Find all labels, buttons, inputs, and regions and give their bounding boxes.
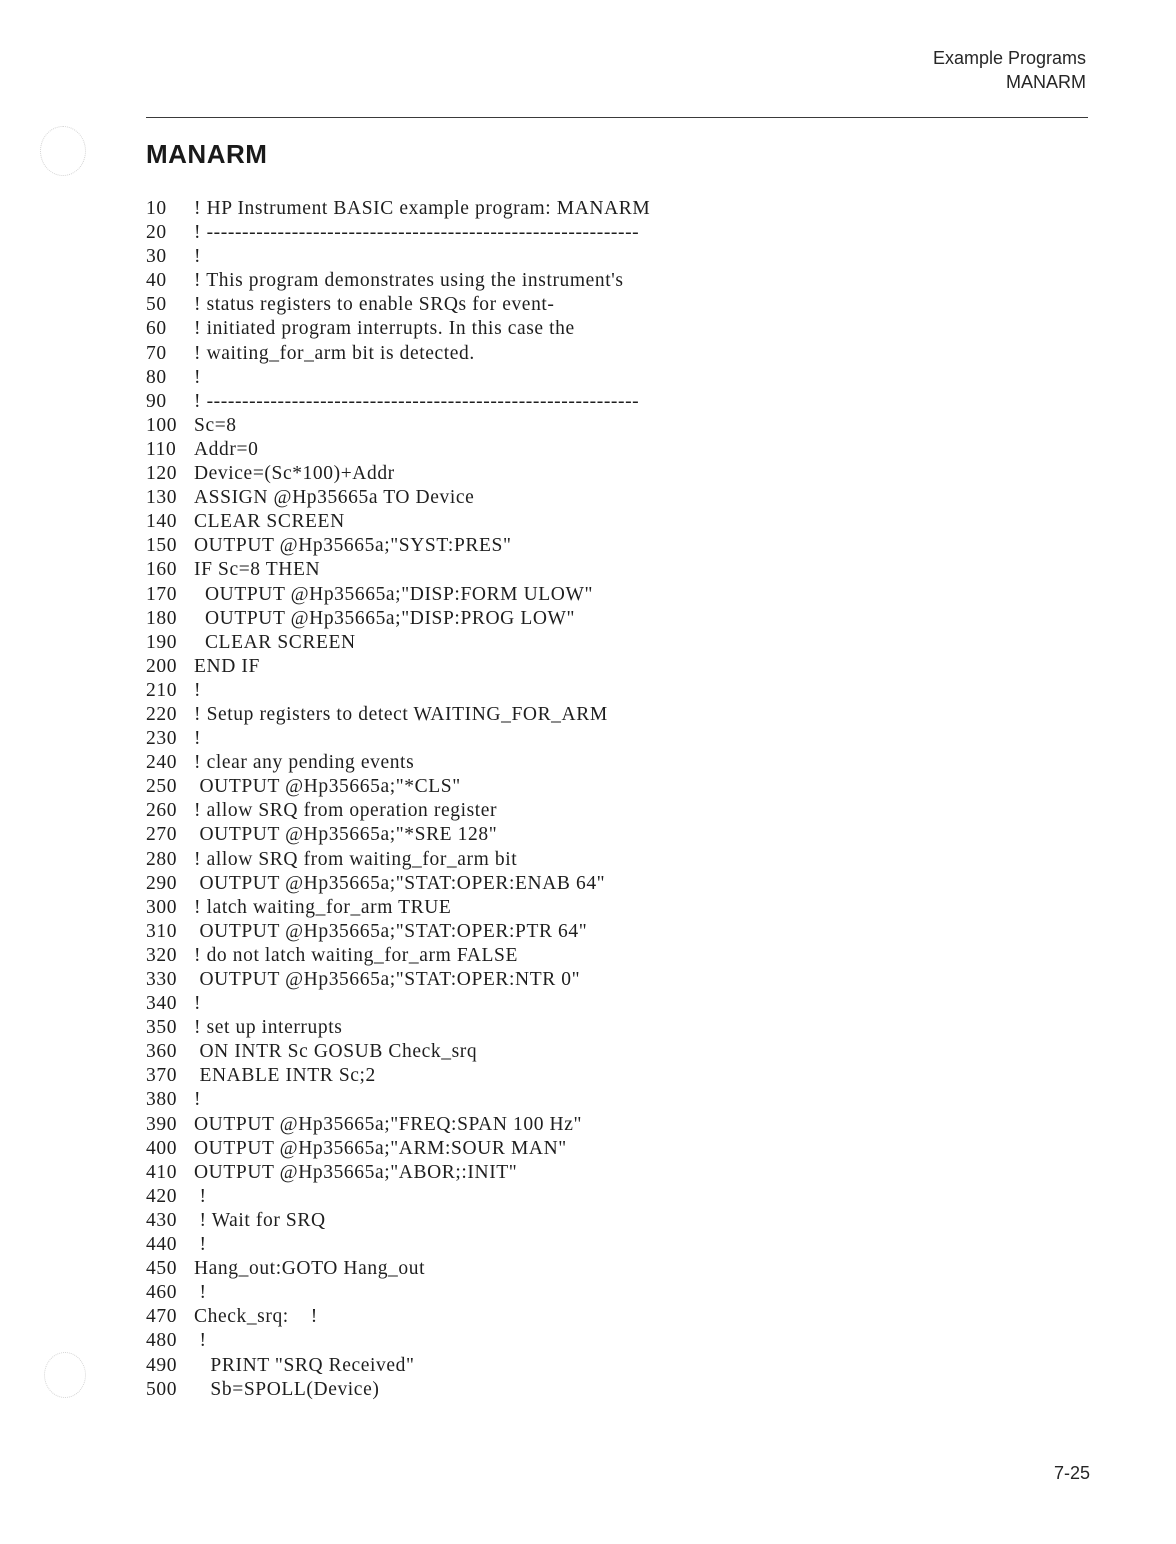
code-text: ! set up interrupts — [194, 1017, 343, 1039]
code-line — [146, 896, 650, 920]
code-line — [146, 342, 650, 366]
code-line — [146, 1281, 650, 1305]
page-number: 7-25 — [1053, 1463, 1090, 1483]
header-section-name: Example Programs — [932, 48, 1086, 68]
code-line — [146, 1040, 650, 1064]
code-line — [146, 317, 650, 341]
code-text: ! ------------------------------------------------------------- — [194, 390, 640, 412]
code-line — [146, 775, 650, 799]
code-text: OUTPUT @Hp35665a;"STAT:OPER:NTR 0" — [194, 969, 581, 990]
line-number: 140 — [146, 511, 178, 533]
code-text: CLEAR SCREEN — [194, 511, 345, 533]
line-number: 250 — [146, 776, 178, 798]
code-line — [146, 390, 650, 414]
code-text: Device=(Sc*100)+Addr — [194, 463, 395, 485]
code-text: ! — [194, 1089, 202, 1111]
running-header — [933, 46, 1086, 94]
code-line — [146, 823, 650, 847]
code-text: ENABLE INTR Sc;2 — [194, 1065, 376, 1087]
line-number: 50 — [146, 294, 167, 316]
code-text: ! HP Instrument BASIC example program: MANARM — [194, 198, 651, 219]
line-number: 430 — [146, 1209, 178, 1231]
code-line — [146, 1354, 650, 1378]
code-text: END IF — [194, 655, 260, 677]
line-number: 390 — [146, 1113, 178, 1135]
code-line — [146, 197, 650, 221]
line-number: 20 — [146, 222, 167, 244]
code-line — [146, 245, 650, 269]
code-line — [146, 1088, 650, 1112]
line-number: 30 — [146, 246, 167, 268]
code-text: OUTPUT @Hp35665a;"ARM:SOUR MAN" — [194, 1137, 567, 1159]
line-number: 310 — [146, 920, 178, 942]
code-line — [146, 221, 650, 245]
code-line — [146, 968, 650, 992]
line-number: 440 — [146, 1234, 178, 1256]
code-text: ! — [194, 366, 202, 388]
code-line — [146, 1257, 650, 1281]
code-line — [146, 1233, 650, 1257]
code-text: ! — [194, 1234, 207, 1256]
code-text: OUTPUT @Hp35665a;"ABOR;:INIT" — [194, 1161, 518, 1183]
code-text: OUTPUT @Hp35665a;"STAT:OPER:ENAB 64" — [194, 872, 606, 894]
line-number: 490 — [146, 1354, 178, 1376]
code-text: OUTPUT @Hp35665a;"*SRE 128" — [194, 824, 498, 846]
header-program-name: MANARM — [1006, 72, 1086, 92]
code-line — [146, 944, 650, 968]
line-number: 340 — [146, 993, 178, 1015]
code-text: ! clear any pending events — [194, 752, 415, 774]
code-line — [146, 583, 650, 607]
code-line — [146, 751, 650, 775]
line-number: 40 — [146, 270, 167, 292]
line-number: 220 — [146, 703, 178, 725]
header-rule — [146, 117, 1088, 118]
line-number: 350 — [146, 1017, 178, 1039]
code-line — [146, 1185, 650, 1209]
code-line — [146, 293, 650, 317]
code-line — [146, 872, 650, 896]
code-text: Sc=8 — [194, 414, 237, 436]
code-text: Sb=SPOLL(Device) — [194, 1378, 380, 1400]
code-text: ! do not latch waiting_for_arm FALSE — [194, 944, 518, 966]
code-text: ! — [194, 1282, 207, 1304]
code-line — [146, 366, 650, 390]
program-listing — [146, 197, 650, 1402]
code-line — [146, 607, 650, 631]
line-number: 60 — [146, 318, 167, 340]
code-line — [146, 655, 650, 679]
code-text: OUTPUT @Hp35665a;"FREQ:SPAN 100 Hz" — [194, 1113, 583, 1135]
line-number: 130 — [146, 487, 178, 509]
line-number: 240 — [146, 752, 178, 774]
code-line — [146, 269, 650, 293]
line-number: 80 — [146, 366, 167, 388]
line-number: 480 — [146, 1330, 178, 1352]
code-line — [146, 992, 650, 1016]
code-line — [146, 438, 650, 462]
line-number: 70 — [146, 342, 167, 364]
line-number: 400 — [146, 1137, 178, 1159]
line-number: 360 — [146, 1041, 178, 1063]
code-text: ! status registers to enable SRQs for event- — [194, 294, 555, 316]
code-line — [146, 631, 650, 655]
line-number: 170 — [146, 583, 178, 605]
code-text: OUTPUT @Hp35665a;"*CLS" — [194, 776, 461, 798]
code-text: ! — [194, 1185, 207, 1207]
code-text: ! This program demonstrates using the instrument's — [194, 270, 624, 292]
line-number: 420 — [146, 1185, 178, 1207]
line-number: 10 — [146, 198, 167, 219]
line-number: 280 — [146, 848, 178, 870]
code-text: ON INTR Sc GOSUB Check_srq — [194, 1041, 478, 1063]
line-number: 180 — [146, 607, 178, 629]
line-number: 270 — [146, 824, 178, 846]
code-text: IF Sc=8 THEN — [194, 559, 321, 581]
code-line — [146, 848, 650, 872]
code-text: Addr=0 — [194, 438, 259, 460]
line-number: 100 — [146, 414, 178, 436]
code-line — [146, 1329, 650, 1353]
margin-smudge — [40, 126, 86, 176]
line-number: 450 — [146, 1258, 178, 1280]
line-number: 120 — [146, 463, 178, 485]
line-number: 370 — [146, 1065, 178, 1087]
code-line — [146, 799, 650, 823]
code-text: ! — [194, 993, 202, 1015]
code-text: ! allow SRQ from waiting_for_arm bit — [194, 848, 518, 870]
code-text: ! — [194, 728, 202, 750]
code-line — [146, 462, 650, 486]
line-number: 300 — [146, 896, 178, 918]
line-number: 460 — [146, 1282, 178, 1304]
code-line — [146, 703, 650, 727]
line-number: 320 — [146, 944, 178, 966]
code-text: ! — [194, 1330, 207, 1352]
line-number: 200 — [146, 655, 178, 677]
code-text: Check_srq: ! — [194, 1306, 318, 1328]
section-title: MANARM — [146, 139, 268, 169]
line-number: 210 — [146, 679, 178, 701]
code-text: OUTPUT @Hp35665a;"SYST:PRES" — [194, 535, 512, 557]
margin-smudge — [44, 1352, 86, 1398]
line-number: 500 — [146, 1378, 178, 1400]
code-line — [146, 510, 650, 534]
line-number: 230 — [146, 728, 178, 750]
line-number: 380 — [146, 1089, 178, 1111]
code-line — [146, 534, 650, 558]
code-line — [146, 1064, 650, 1088]
code-text: ASSIGN @Hp35665a TO Device — [194, 487, 475, 509]
line-number: 260 — [146, 800, 178, 822]
line-number: 290 — [146, 872, 178, 894]
code-text: ! latch waiting_for_arm TRUE — [194, 896, 452, 918]
code-line — [146, 727, 650, 751]
line-number: 330 — [146, 969, 178, 990]
code-text: ! waiting_for_arm bit is detected. — [194, 342, 475, 364]
code-text: OUTPUT @Hp35665a;"DISP:FORM ULOW" — [194, 583, 594, 605]
code-line — [146, 1113, 650, 1137]
line-number: 470 — [146, 1306, 178, 1328]
code-text: OUTPUT @Hp35665a;"STAT:OPER:PTR 64" — [194, 920, 588, 942]
code-text: CLEAR SCREEN — [194, 631, 356, 653]
code-text: ! Wait for SRQ — [194, 1209, 326, 1231]
code-line — [146, 920, 650, 944]
code-line — [146, 679, 650, 703]
code-text: ! Setup registers to detect WAITING_FOR_ARM — [194, 703, 608, 725]
line-number: 90 — [146, 390, 167, 412]
code-line — [146, 1378, 650, 1402]
code-text: ! allow SRQ from operation register — [194, 800, 498, 822]
line-number: 110 — [146, 438, 177, 460]
code-text: ! ------------------------------------------------------------- — [194, 222, 640, 244]
code-text: ! initiated program interrupts. In this case the — [194, 318, 575, 340]
code-text: OUTPUT @Hp35665a;"DISP:PROG LOW" — [194, 607, 576, 629]
line-number: 160 — [146, 559, 178, 581]
code-line — [146, 1161, 650, 1185]
code-line — [146, 1016, 650, 1040]
code-line — [146, 1137, 650, 1161]
code-text: PRINT "SRQ Received" — [194, 1354, 415, 1376]
code-line — [146, 1209, 650, 1233]
code-line — [146, 1305, 650, 1329]
line-number: 150 — [146, 535, 178, 557]
code-line — [146, 414, 650, 438]
line-number: 190 — [146, 631, 178, 653]
code-text: ! — [194, 246, 202, 268]
code-text: Hang_out:GOTO Hang_out — [194, 1258, 426, 1280]
code-text: ! — [194, 679, 202, 701]
line-number: 410 — [146, 1161, 178, 1183]
code-line — [146, 486, 650, 510]
code-line — [146, 558, 650, 582]
